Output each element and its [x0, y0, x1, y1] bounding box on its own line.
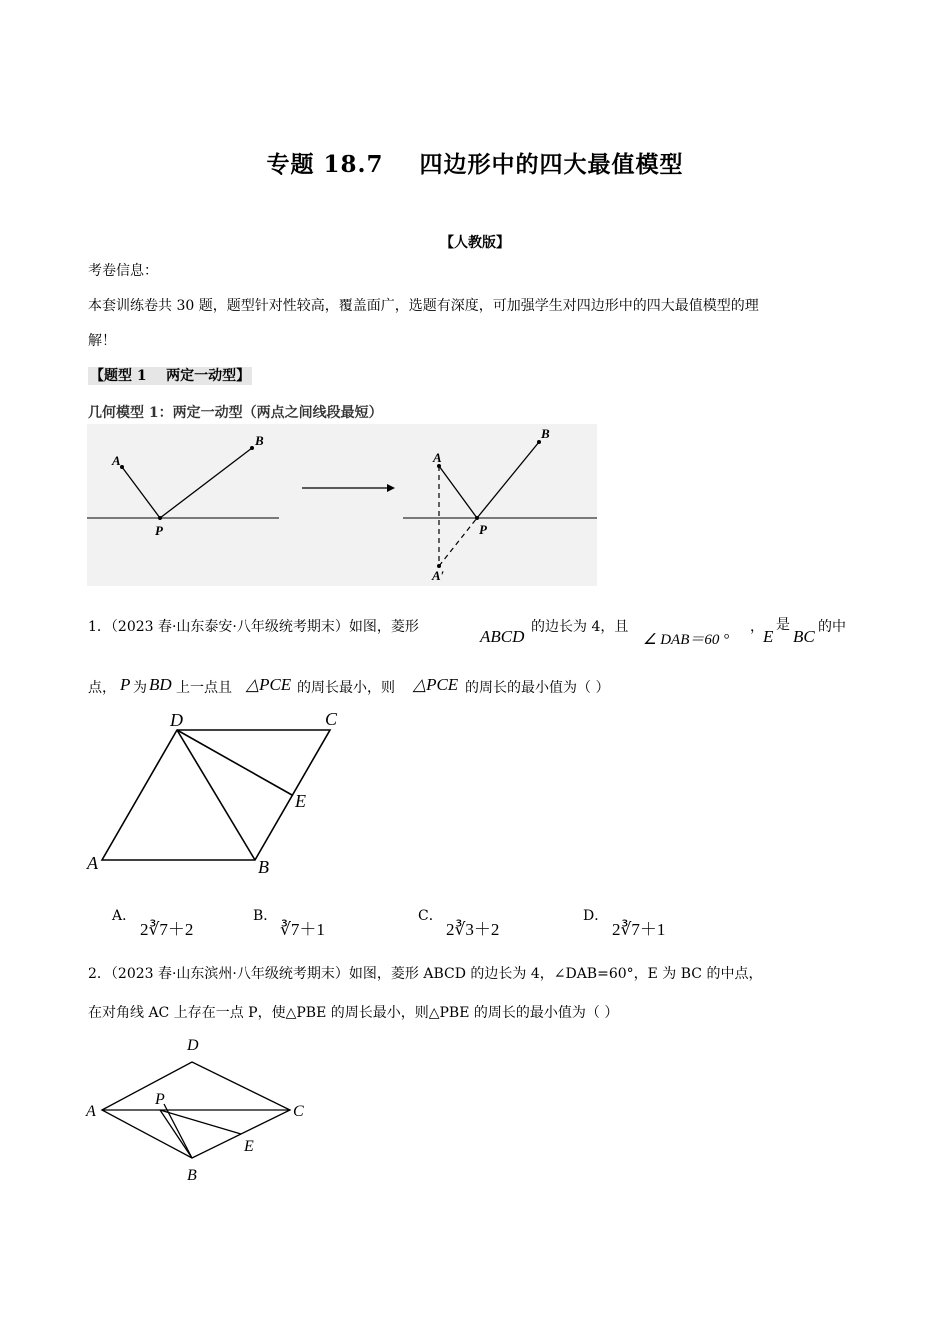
q2-fig-label-p: P [155, 1091, 165, 1108]
q1-p: P [120, 675, 131, 694]
q2-fig-label-a: A [86, 1103, 96, 1120]
q1-line2-mid: 上一点且 [176, 680, 232, 696]
q2-figure [80, 1030, 320, 1190]
label-b-left: B [255, 433, 264, 448]
q1-angle: ∠ DAB＝60 ° [643, 632, 730, 648]
intro-line-2: 解！ [88, 333, 116, 349]
point-p-right [475, 516, 479, 520]
q1-wei: 为 [133, 680, 147, 696]
label-a-right: A [433, 450, 442, 465]
edition-label: 【人教版】 [440, 235, 510, 251]
q2-segment-pb [160, 1110, 192, 1158]
q1-option-a-value: 2∛7＋2 [140, 920, 194, 939]
q1-bc: BC [793, 627, 815, 646]
q1-comma: ， [750, 619, 764, 635]
q1-side-text: 的边长为 4，且 [531, 619, 629, 635]
q1-segment-de [177, 730, 292, 795]
q1-fig-label-a: A [87, 853, 98, 873]
q1-option-c-value: 2∛3＋2 [446, 920, 500, 939]
q2-line2: 在对角线 AC 上存在一点 P，使△PBE 的周长最小，则△PBE 的周长的最小值为（ ） [88, 1005, 619, 1021]
q1-abcd: ABCD [480, 627, 525, 646]
q1-e: E [763, 627, 774, 646]
q1-tri2: △PCE [413, 675, 459, 694]
label-p-left: P [155, 523, 163, 538]
q1-diagonal-bd [177, 730, 255, 860]
q2-fig-label-b: B [187, 1167, 197, 1184]
q1-figure [80, 705, 350, 885]
q1-tri1: △PCE [246, 675, 292, 694]
q1-option-b-value: ∛7＋1 [280, 920, 325, 939]
q1-line1-text: 1．（2023 春·山东泰安·八年级统考期末）如图，菱形 [88, 619, 419, 635]
q1-option-d-label[interactable]: D． [583, 908, 609, 924]
q2-fig-label-c: C [293, 1103, 304, 1120]
model-figure-bg [87, 424, 597, 586]
exam-info-label: 考卷信息： [88, 263, 158, 279]
point-p-left [158, 516, 162, 520]
model-figure [87, 424, 597, 586]
q1-fig-label-d: D [170, 710, 183, 730]
q1-option-b-label[interactable]: B． [253, 908, 278, 924]
label-a-prime: A′ [432, 568, 445, 583]
q1-option-a-label[interactable]: A． [112, 908, 137, 924]
q1-line2-end: 的周长的最小值为（ ） [465, 680, 610, 696]
point-b-left [250, 446, 254, 450]
intro-line-1: 本套训练卷共 30 题，题型针对性较高，覆盖面广，选题有深度，可加强学生对四边形中的四大最值模型的理 [88, 298, 759, 314]
q1-option-c-label[interactable]: C． [418, 908, 443, 924]
q2-line1: 2．（2023 春·山东滨州·八年级统考期末）如图，菱形 ABCD 的边长为 4，∠DAB=60°，E 为 BC 的中点， [88, 966, 763, 982]
label-b-right: B [541, 426, 550, 441]
q2-fig-label-d: D [187, 1037, 199, 1054]
q1-line2-text: 的周长最小，则 [297, 680, 395, 696]
q1-fig-label-b: B [258, 857, 269, 877]
section-heading: 【题型 1 两定一动型】 [90, 368, 251, 384]
q1-zhong: 的中 [818, 619, 846, 635]
page-title: 专题 18.7 四边形中的四大最值模型 [266, 151, 684, 178]
q1-shi: 是 [776, 617, 790, 633]
q2-segment-pe [160, 1110, 241, 1134]
q2-fig-label-e: E [244, 1138, 254, 1155]
q1-fig-label-e: E [295, 791, 306, 811]
q1-option-d-value: 2∛7＋1 [612, 920, 666, 939]
q1-bd: BD [149, 675, 172, 694]
q1-line2-start: 点， [88, 680, 116, 696]
label-p-right: P [479, 522, 487, 537]
q1-fig-label-c: C [325, 709, 338, 729]
model-heading: 几何模型 1：两定一动型（两点之间线段最短） [88, 405, 383, 421]
label-a-left: A [112, 453, 121, 468]
